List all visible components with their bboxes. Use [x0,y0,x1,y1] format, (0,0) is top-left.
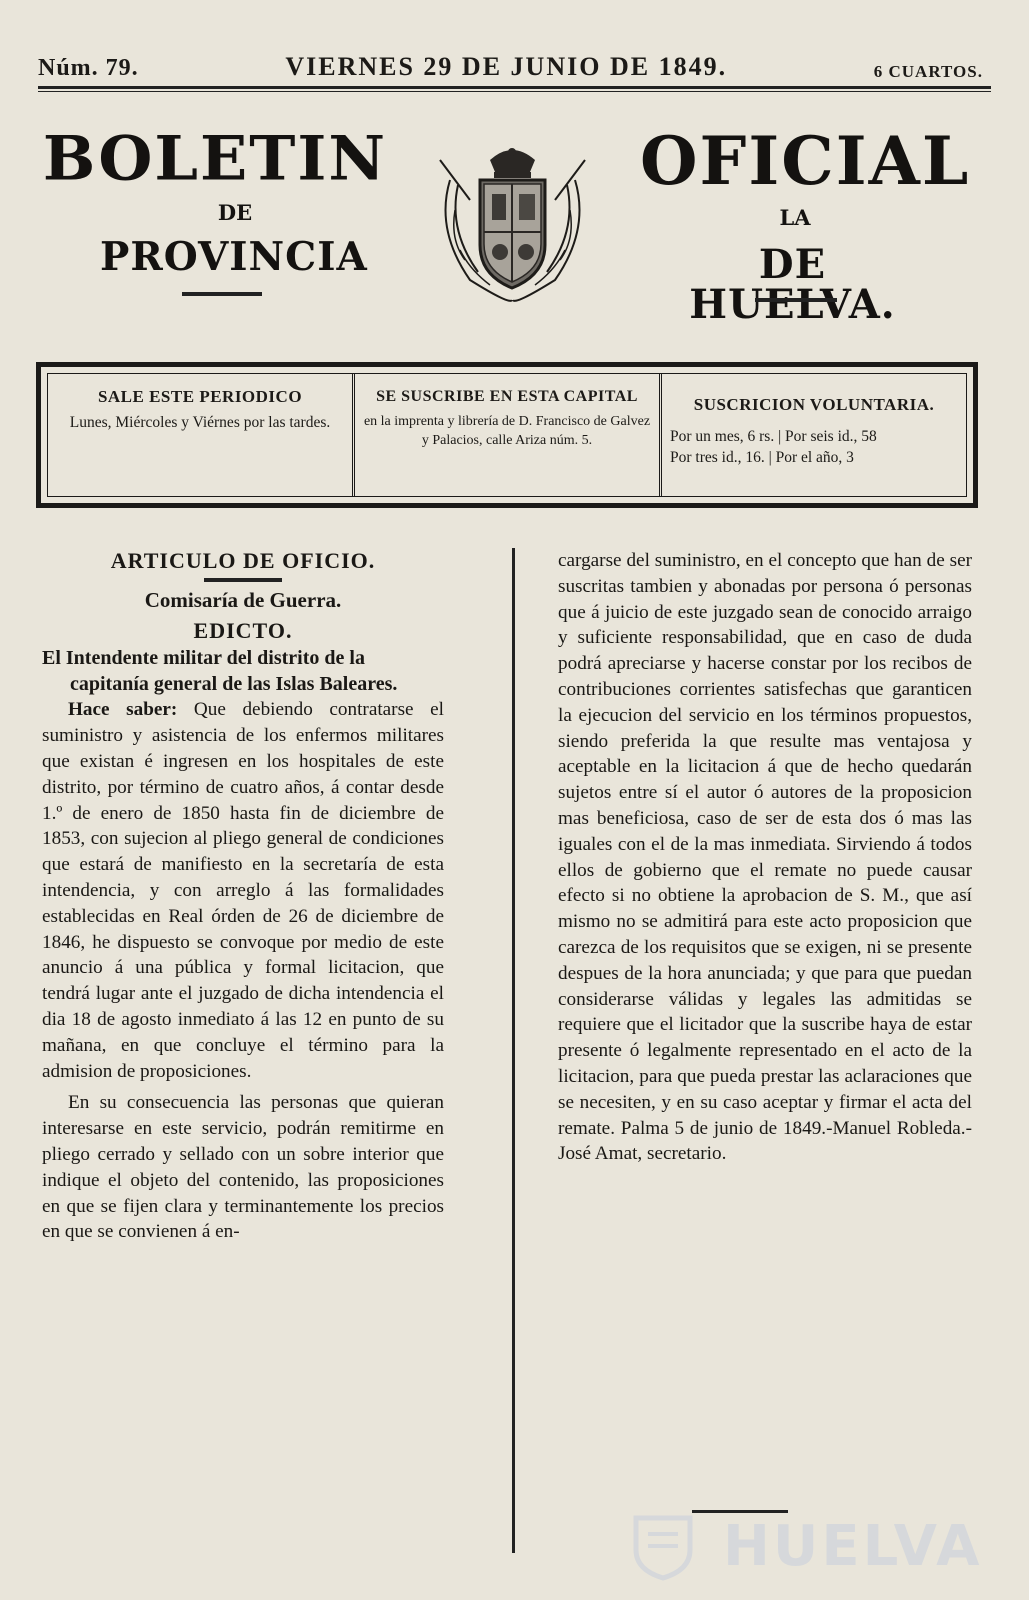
edict-title: EDICTO. [193,617,293,643]
issue-date: VIERNES 29 DE JUNIO DE 1849. [285,52,728,81]
article-subheading: Comisaría de Guerra. [144,587,342,612]
subscription-place-title: SE SUSCRIBE EN ESTA CAPITAL [376,388,638,405]
masthead-provincia: PROVINCIA [100,234,368,280]
subscription-place-text: en la imprenta y librería de D. Francisco de Galvez y Palacios, calle Ariza núm. 5. [363,413,651,449]
article-column-right [558,548,972,1167]
edict-paragraph-1-text: Que debiendo contratarse el suministro y asistencia de los enfermos militares que existan é ingresen en los hospitales de este distrito, por término de cuatro años, á contar desde 1.º de enero de 1850 hasta fin de diciembre de 1853, con sujecion al pliego general de condiciones que estará de manifiesto en la secretaría de esta intendencia, y con arreglo á las formalidades establecidas en Real órden de 26 de diciembre de 1846, he dispuesto se convoque por medio de este anuncio á una pública y formal licitacion, que tendrá lugar ante el juzgado de dicha intendencia el dia 18 de agosto inmediato á las 12 en punto de su mañana, en que concluye el término para la admision de proposiciones. [42,699,444,1082]
edict-paragraph-1 [42,697,444,1084]
watermark-text: HUELVA [723,1514,983,1579]
heading-rule [204,578,282,582]
publication-days-text: Lunes, Miércoles y Viérnes por las tardes. [69,413,331,431]
masthead-de-huelva: DE HUELVA. [689,241,896,328]
archive-watermark [628,1512,983,1582]
article-column-left [42,548,444,1245]
column-divider [512,548,515,1553]
subscription-rates-title: SUSCRICION VOLUNTARIA. [693,395,935,414]
subscription-rates-cell [659,374,966,496]
masthead-la: LA [779,205,811,230]
masthead-boletin: BOLETIN [42,122,388,195]
coat-of-arms-icon [430,140,595,305]
top-rule [38,86,991,89]
edict-lead: Hace saber: [68,699,178,721]
masthead-rule-left [182,292,262,296]
issue-number: Núm. 79. [38,55,139,81]
rate-line-1: Por un mes, 6 rs. | Por seis id., 58 [670,427,877,445]
edict-issuer: El Intendente militar del distrito de la capitanía general de las Islas Baleares. [42,647,398,696]
masthead-oficial: OFICIAL [640,122,971,200]
publication-days-cell [48,374,352,496]
issue-price: 6 CUARTOS. [873,62,983,81]
top-rule-thin [38,91,991,92]
masthead-rule-right [755,298,837,302]
subscription-place-cell [352,374,659,496]
edict-paragraph-3: cargarse del suministro, en el concepto que han de ser suscritas tambien y abonadas por persona ó personas que á juicio de este juzgado sean de conocido arraigo y suficiente responsabilidad, que en caso de duda podrá apreciarse y hacerse constar por los recibos de contribuciones corrientes satisfechas que garanticen la ejecucion del servicio en los términos propuestos, siendo preferida la que resulte mas ventajosa y aceptable en la licitacion á que de hecho quedarán sujetos entre sí el autor ó autores de la proposicion mas beneficiosa, caso de ser de esta dos ó mas las iguales con el de la mas inmediata. Sirviendo á todos ellos de gobierno que el remate no puede causar efecto si no obtiene la aprobacion de S. M., que así mismo no se admitirá para este acto proposicion que carezca de los requisitos que se exigen, ni se presente despues de la hora anunciada; y que para que puedan considerarse válidas y legales las admitidas se requiere que el licitador que la suscribe haya de estar presente ó legalmente representado en el acto de la licitacion, para que pueda prestar las aclaraciones que se necesiten, y en su caso aceptar y firmar el acta del remate. Palma 5 de junio de 1849.-Manuel Robleda.-José Amat, secretario. [558,550,972,1165]
article-heading: ARTICULO DE OFICIO. [110,548,376,573]
edict-paragraph-2: En su consecuencia las personas que quieran interesarse en este servicio, podrán remitirme en pliego cerrado y sellado con un sobre interior que indique el objeto del contenido, las proposiciones en que se fijen clara y terminantemente los precios en que se convienen á en- [42,1092,444,1243]
top-line [38,48,983,82]
shield-icon [628,1512,698,1582]
rate-line-2: Por tres id., 16. | Por el año, 3 [670,448,854,466]
publication-days-title: SALE ESTE PERIODICO [97,387,303,406]
masthead-de: DE [217,200,253,225]
subscription-box [36,362,978,508]
